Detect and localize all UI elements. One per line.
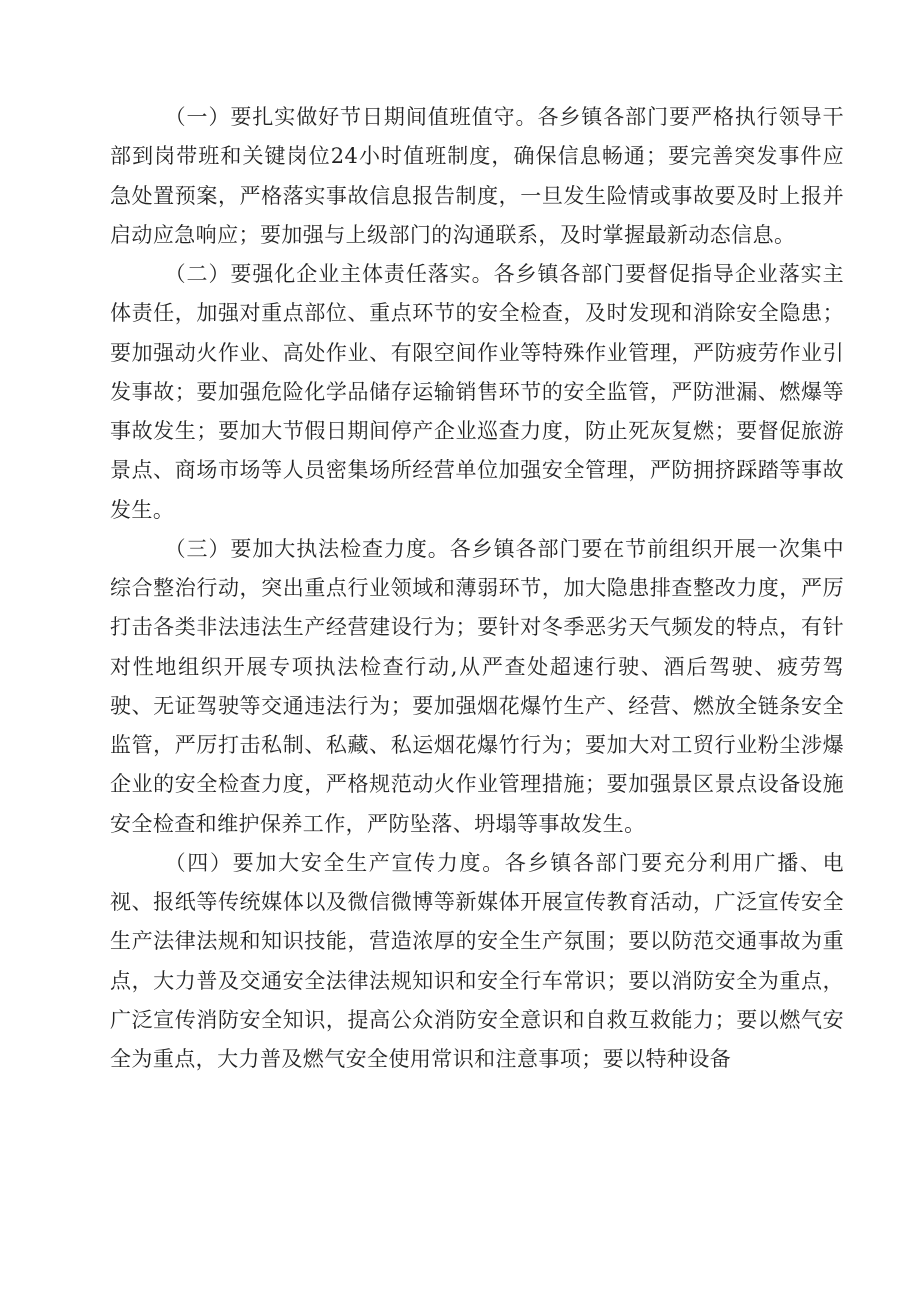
paragraph-safety-publicity: （四）要加大安全生产宣传力度。各乡镇各部门要充分利用广播、电视、报纸等传统媒体以及微信微博等新媒体开展宣传教育活动，广泛宣传安全生产法律法规和知识技能，营造浓厚的安全生产氛围；要以防范交通事故为重点，大力普及交通安全法律法规知识和安全行车常识；要以消防安全为重点，广泛宣传消防安全知识，提高公众消防安全意识和自救互救能力；要以燃气安全为重点，大力普及燃气安全使用常识和注意事项；要以特种设备 xyxy=(110,850,844,1071)
paragraph-duty-watch: （一）要扎实做好节日期间值班值守。各乡镇各部门要严格执行领导干部到岗带班和关键岗位24小时值班制度，确保信息畅通；要完善突发事件应急处置预案，严格落实事故信息报告制度，一旦发生险情或事故要及时上报并启动应急响应；要加强与上级部门的沟通联系，及时掌握最新动态信息。 xyxy=(110,105,844,247)
paragraph-enterprise-responsibility: （二）要强化企业主体责任落实。各乡镇各部门要督促指导企业落实主体责任，加强对重点部位、重点环节的安全检查，及时发现和消除安全隐患；要加强动火作业、高处作业、有限空间作业等特殊作业管理，严防疲劳作业引发事故；要加强危险化学品储存运输销售环节的安全监管，严防泄漏、燃爆等事故发生；要加大节假日期间停产企业巡查力度，防止死灰复燃；要督促旅游景点、商场市场等人员密集场所经营单位加强安全管理，严防拥挤踩踏等事故发生。 xyxy=(110,262,844,522)
paragraph-law-enforcement: （三）要加大执法检查力度。各乡镇各部门要在节前组织开展一次集中综合整治行动，突出重点行业领域和薄弱环节，加大隐患排查整改力度，严厉打击各类非法违法生产经营建设行为；要针对冬季恶劣天气频发的特点，有针对性地组织开展专项执法检查行动,从严查处超速行驶、酒后驾驶、疲劳驾驶、无证驾驶等交通违法行为；要加强烟花爆竹生产、经营、燃放全链条安全监管，严厉打击私制、私藏、私运烟花爆竹行为；要加大对工贸行业粉尘涉爆企业的安全检查力度，严格规范动火作业管理措施；要加强景区景点设备设施安全检查和维护保养工作，严防坠落、坍塌等事故发生。 xyxy=(110,536,844,836)
